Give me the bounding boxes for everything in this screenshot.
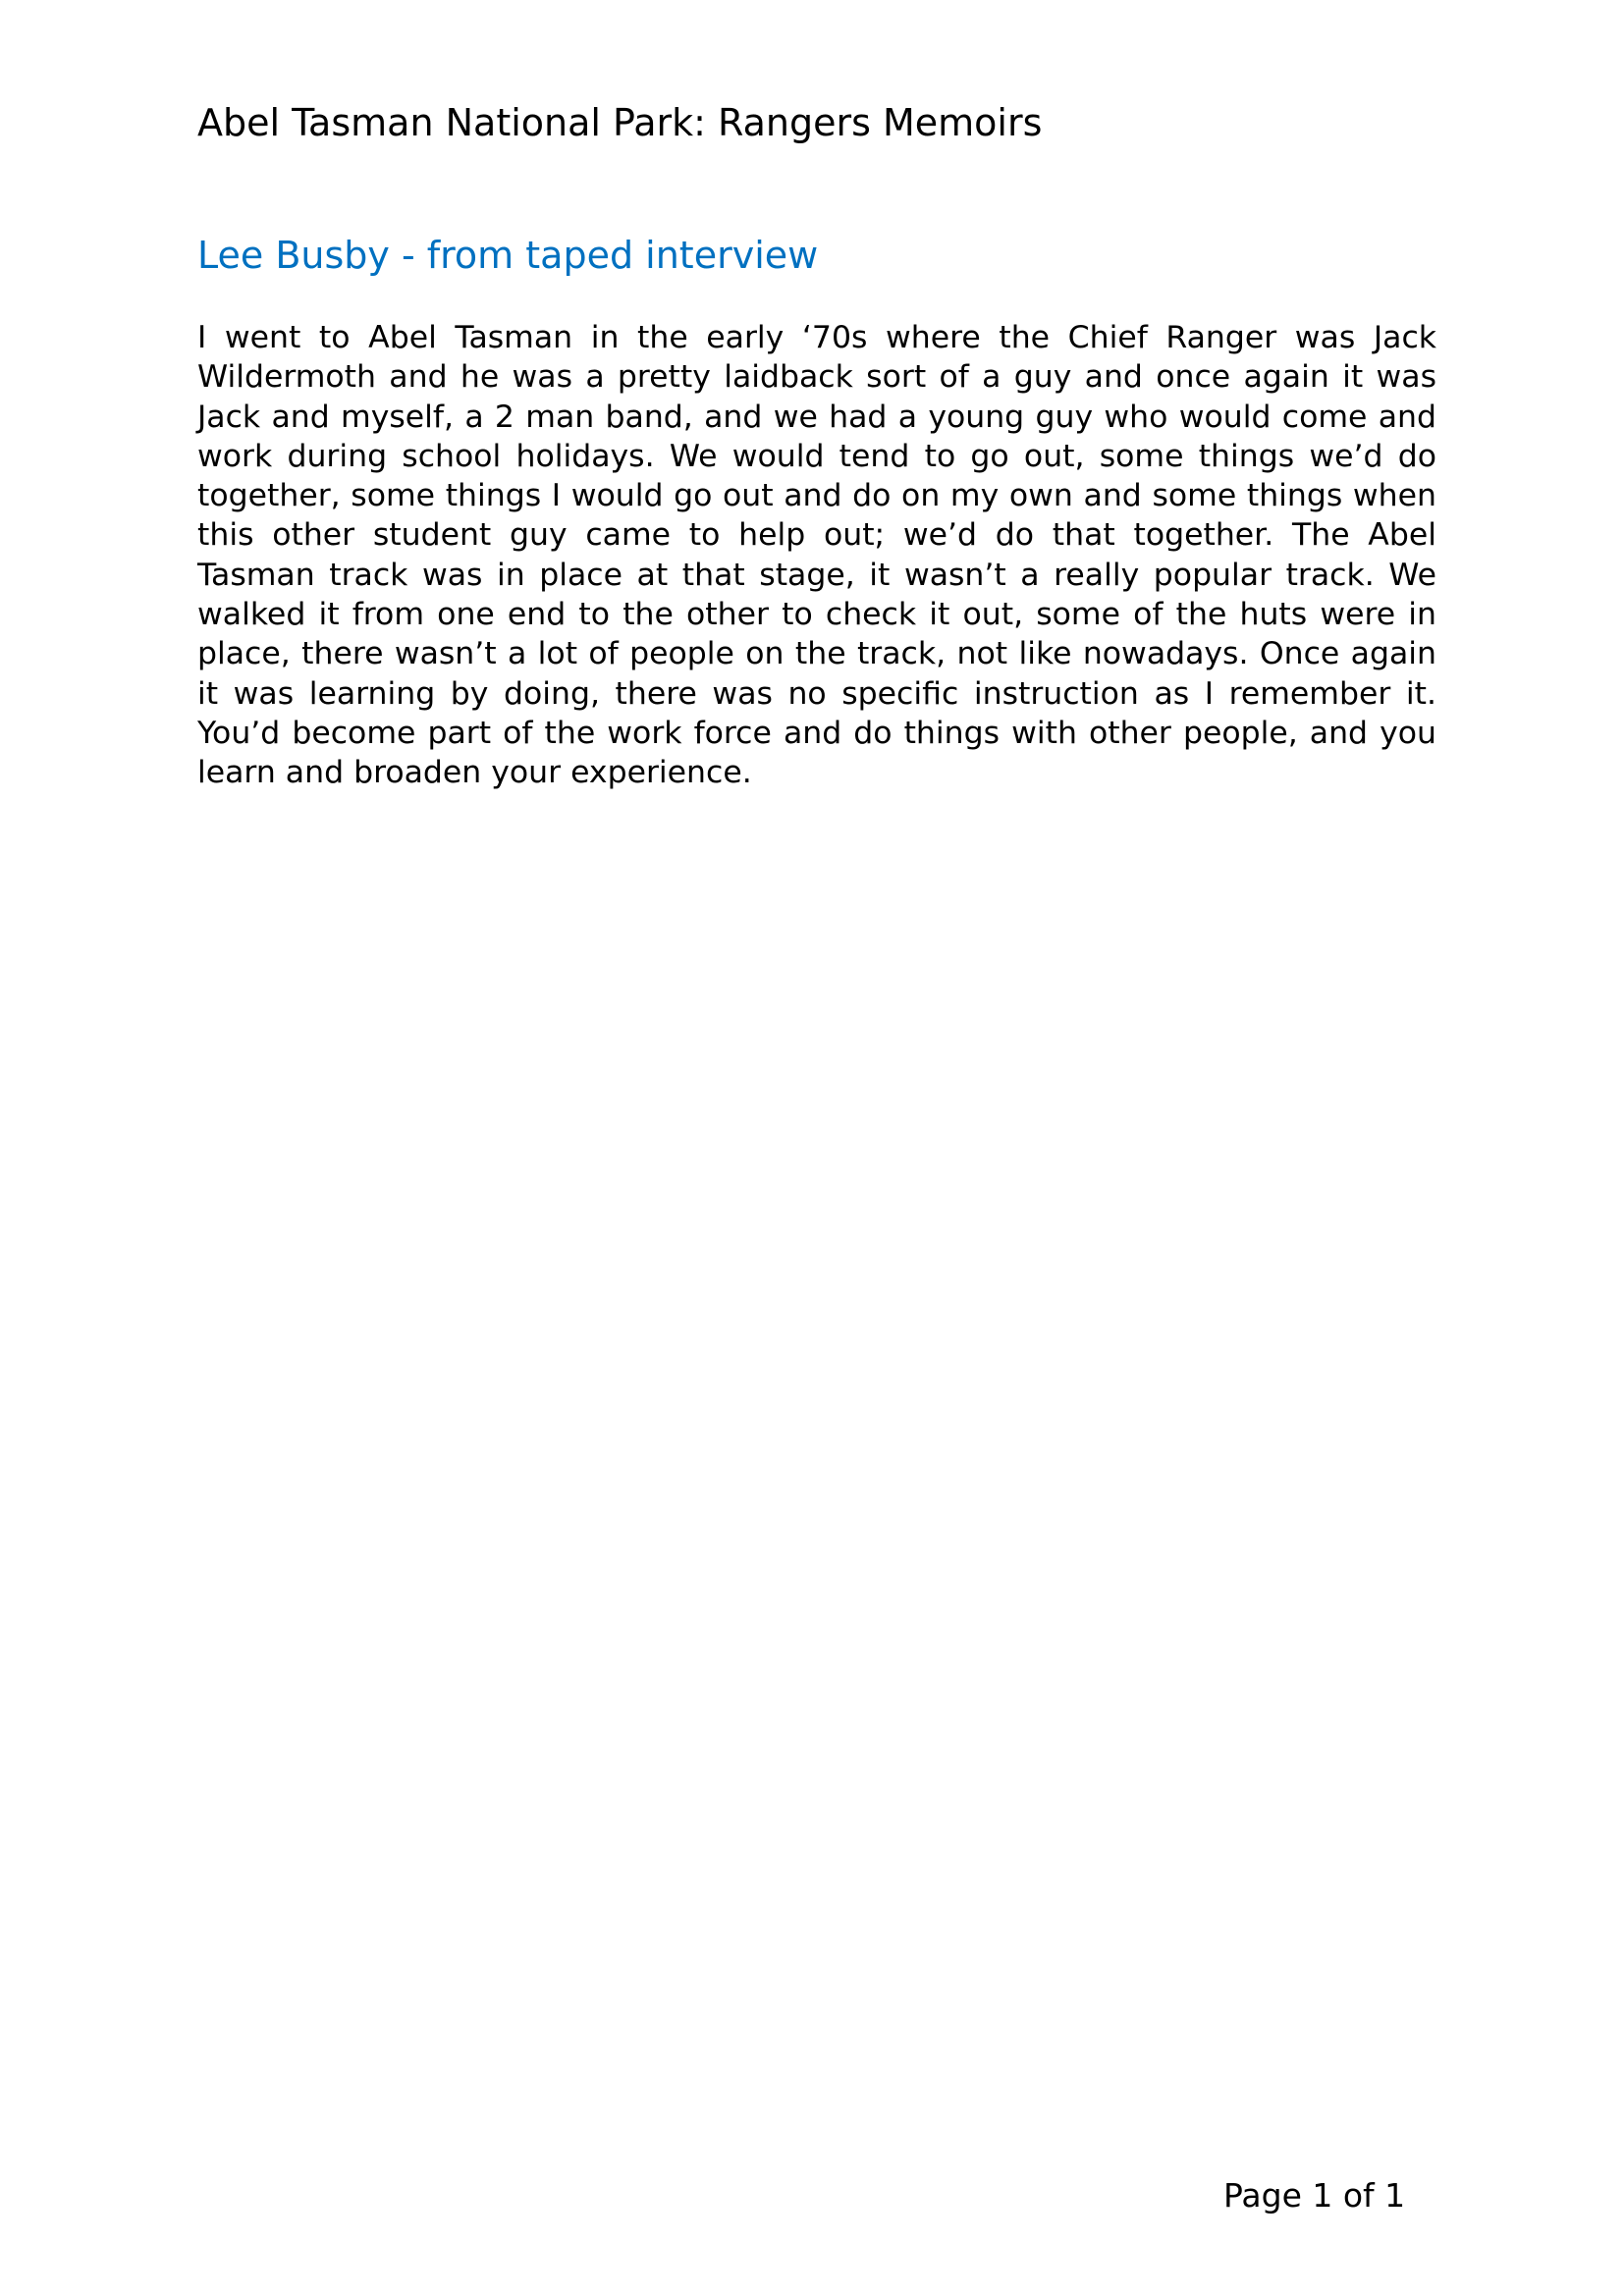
- section-title: Lee Busby - from taped interview: [197, 234, 819, 277]
- document-header: Abel Tasman National Park: Rangers Memoirs: [197, 101, 1043, 144]
- page-number: Page 1 of 1: [1223, 2176, 1406, 2215]
- body-paragraph: I went to Abel Tasman in the early ‘70s where the Chief Ranger was Jack Wildermoth and he was a pretty laidback sort of a guy and once again it was Jack and myself, a 2 man band, and we had a young guy who would come and work during school holidays. We would tend to go out, some things we’d do together, some things I would go out and do on my own and some things when this other student guy came to help out; we’d do that together. The Abel Tasman track was in place at that stage, it wasn’t a really popular track. We walked it from one end to the other to check it out, some of the huts were in place, there wasn’t a lot of people on the track, not like nowadays. Once again it was learning by doing, there was no specific instruction as I remember it. You’d become part of the work force and do things with other people, and you learn and broaden your experience.: [197, 320, 1436, 791]
